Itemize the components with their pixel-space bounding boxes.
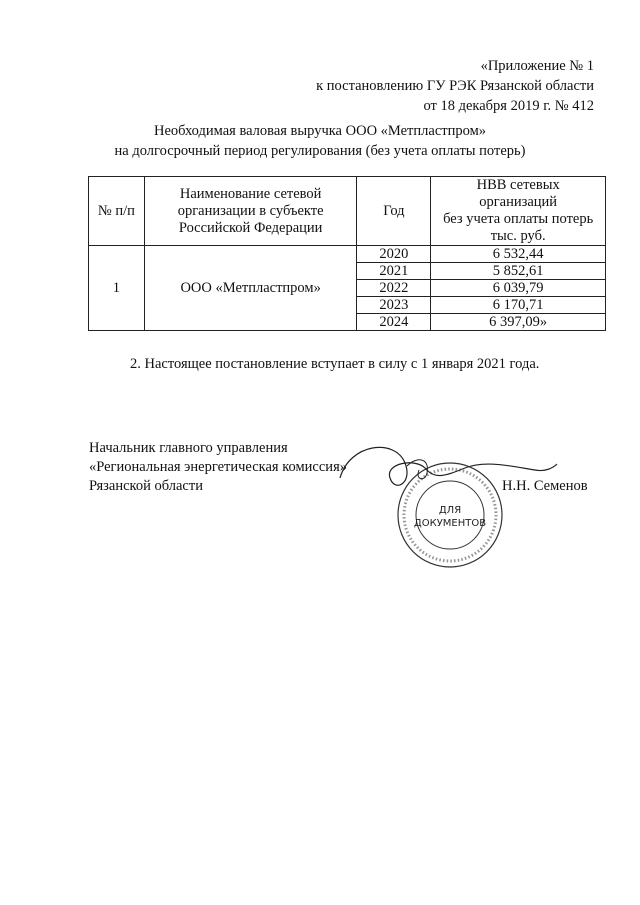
header-org-line: Наименование сетевой	[179, 185, 322, 202]
appendix-number: «Приложение № 1	[480, 58, 594, 74]
effective-date-paragraph: 2. Настоящее постановление вступает в силу с 1 января 2021 года.	[130, 356, 540, 372]
value-cell: 6 170,71	[431, 297, 606, 314]
value-cell: 6 532,44	[431, 246, 606, 263]
table-row	[89, 246, 606, 263]
year-cell: 2022	[357, 280, 431, 297]
header-nvv-line: без учета оплаты потерь	[443, 211, 594, 227]
year-cell: 2023	[357, 297, 431, 314]
signer-position-line-1: Начальник главного управления	[89, 440, 288, 456]
signer-name: Н.Н. Семенов	[502, 478, 588, 494]
signature-block	[89, 439, 347, 496]
header-nvv-line: тыс. руб.	[490, 228, 546, 244]
year-cell: 2024	[357, 314, 431, 331]
nvv-table	[88, 176, 606, 331]
stamp-text-line-1: ДЛЯ	[438, 505, 462, 516]
signer-position-line-3: Рязанской области	[89, 478, 203, 494]
title-line-2: на долгосрочный период регулирования (без учета оплаты потерь)	[114, 143, 526, 159]
header-org-line: организации в субъекте	[177, 202, 324, 219]
header-year: Год	[357, 177, 431, 246]
table-header-row	[89, 177, 606, 246]
appendix-reference: к постановлению ГУ РЭК Рязанской области	[316, 78, 594, 94]
year-cell: 2021	[357, 263, 431, 280]
handwritten-signature-icon	[335, 438, 560, 508]
value-cell: 5 852,61	[431, 263, 606, 280]
row-number: 1	[89, 246, 145, 331]
header-nvv	[431, 177, 606, 246]
value-cell: 6 397,09»	[431, 314, 606, 331]
org-name: ООО «Метпластпром»	[144, 246, 357, 331]
title-line-1: Необходимая валовая выручка ООО «Метпластпром»	[154, 123, 486, 139]
stamp-text-line-2: ДОКУМЕНТОВ	[413, 518, 487, 529]
header-org-line: Российской Федерации	[178, 219, 323, 236]
appendix-header	[316, 56, 594, 116]
header-num: № п/п	[89, 177, 145, 246]
signer-position-line-2: «Региональная энергетическая комиссия»	[89, 459, 347, 475]
value-cell: 6 039,79	[431, 280, 606, 297]
document-title	[0, 121, 640, 161]
appendix-date: от 18 декабря 2019 г. № 412	[423, 98, 594, 114]
header-org-name	[144, 177, 357, 246]
year-cell: 2020	[357, 246, 431, 263]
header-nvv-line: организаций	[479, 194, 558, 210]
header-nvv-line: НВВ сетевых	[476, 177, 560, 193]
